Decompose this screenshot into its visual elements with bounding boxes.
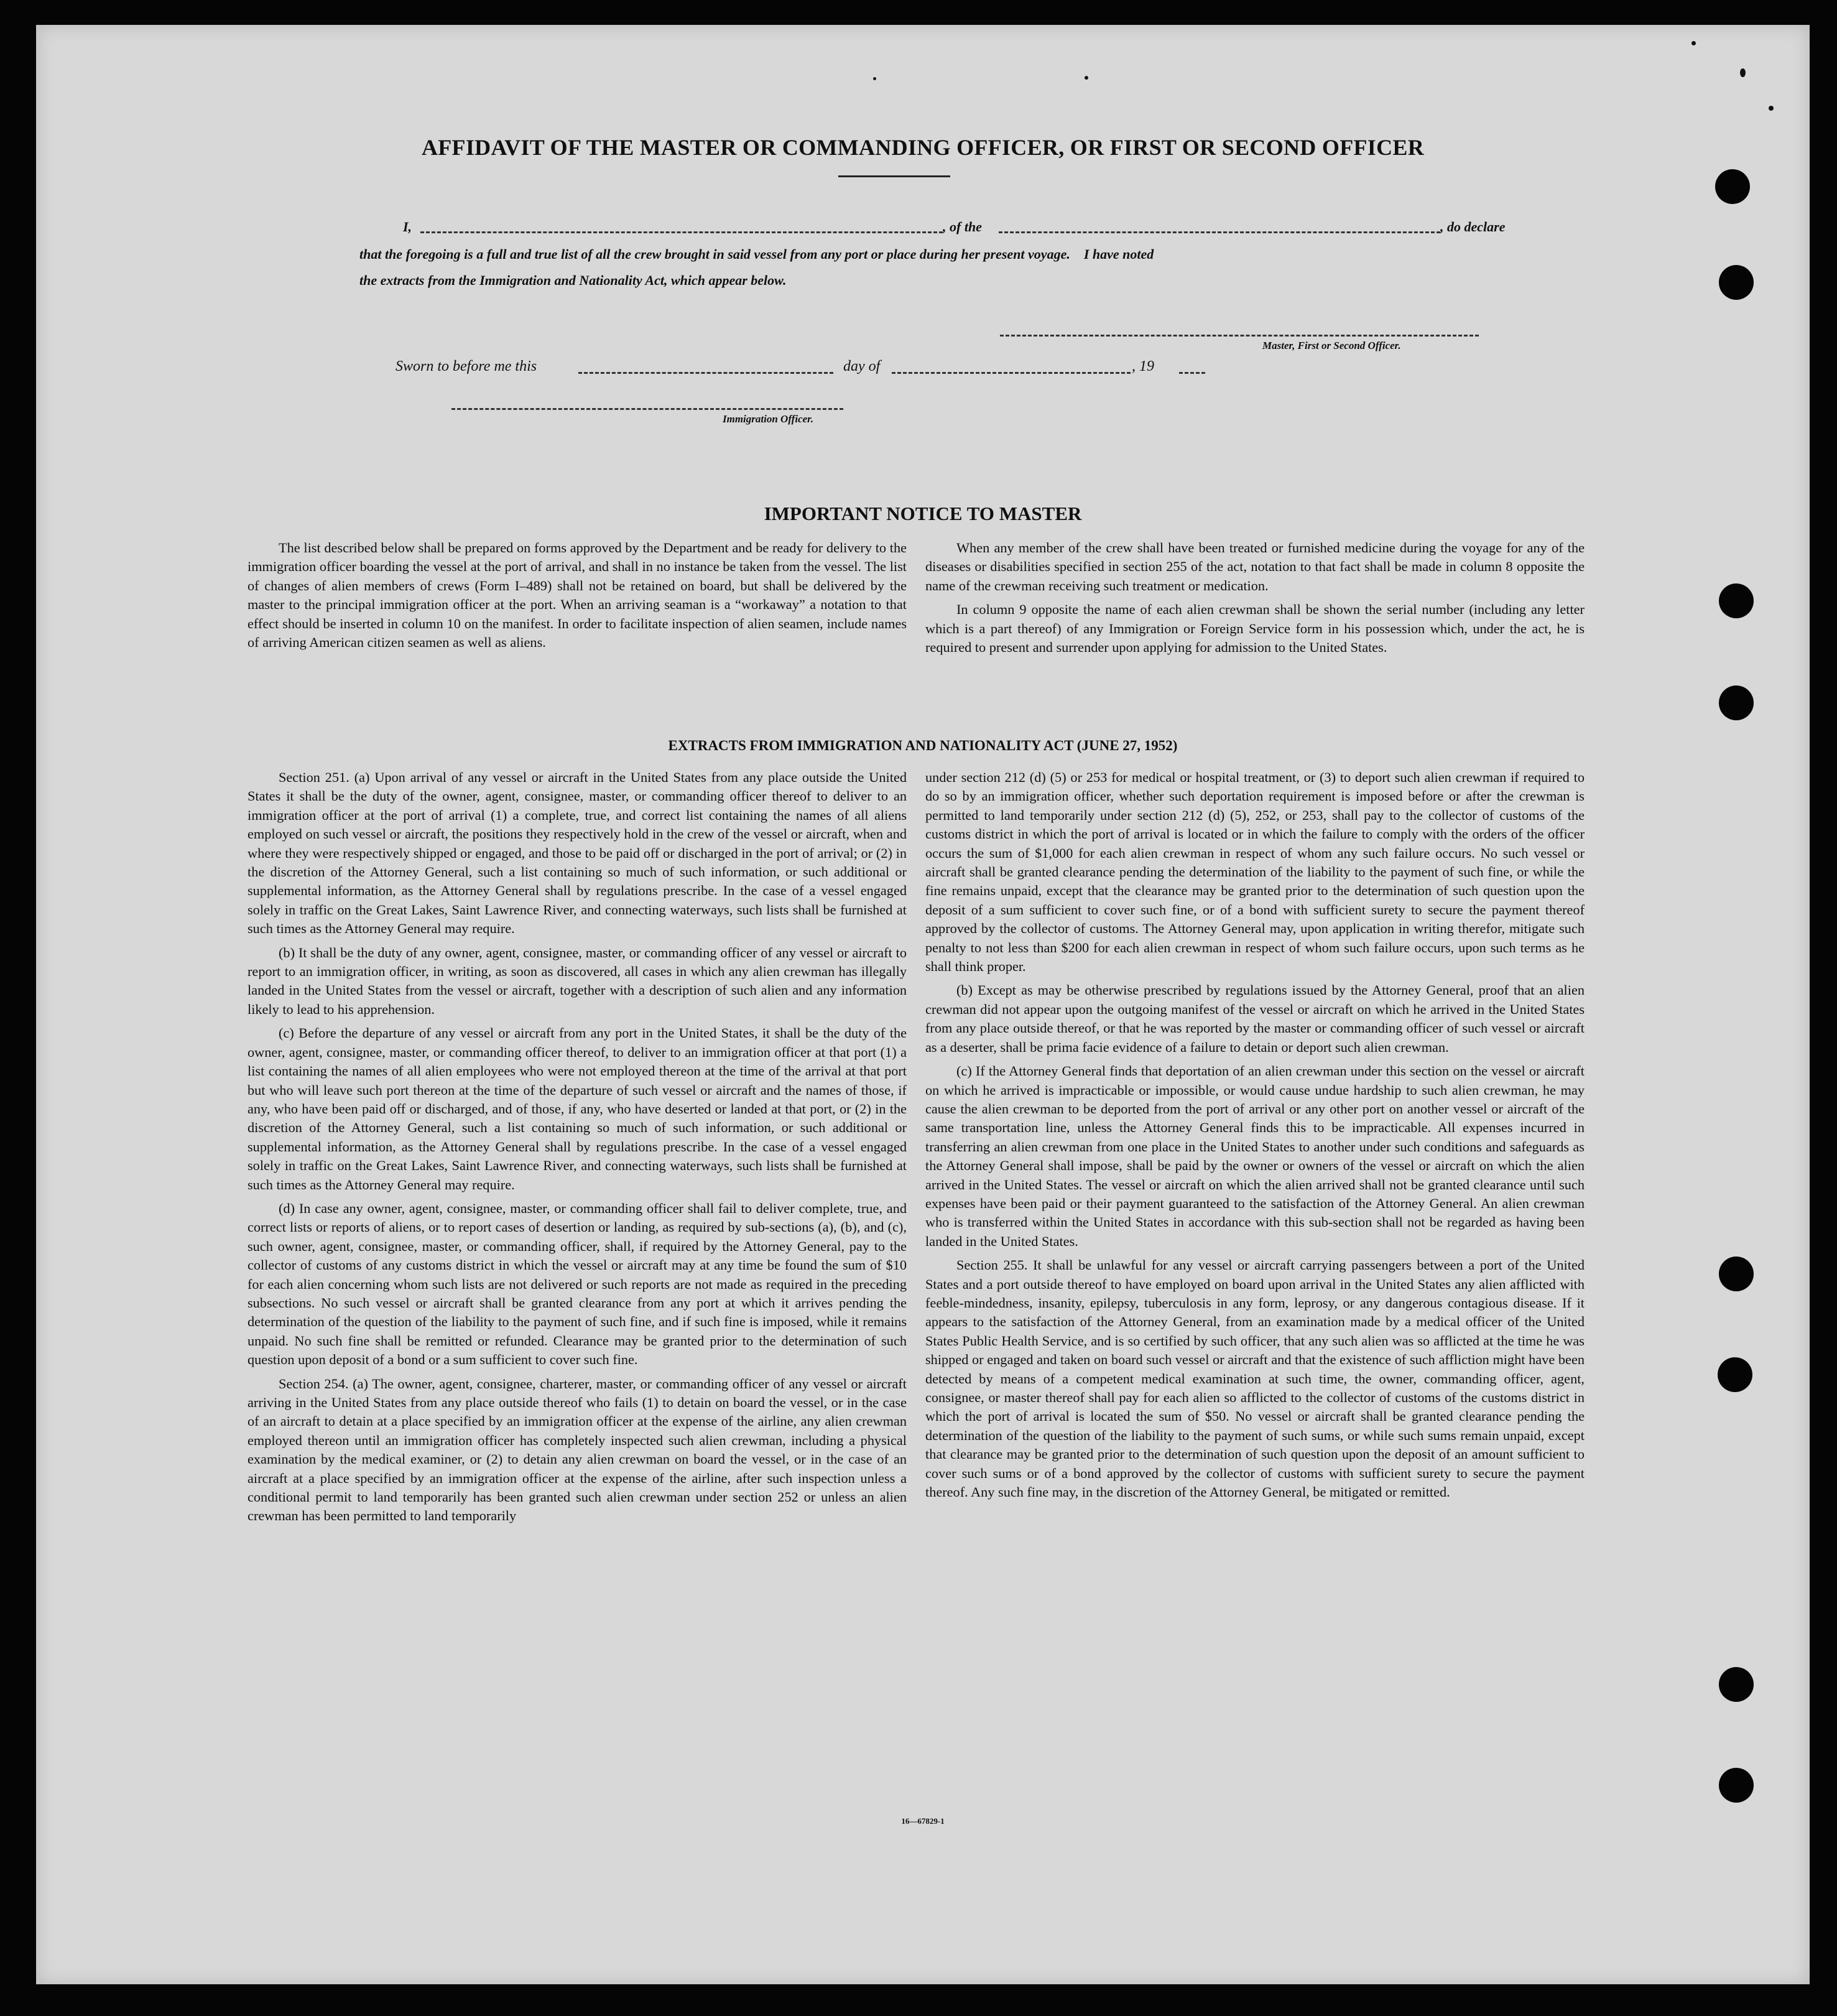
do-declare-label: , do declare [1440, 219, 1506, 235]
sworn-day-line[interactable] [578, 372, 833, 374]
scan-speck [1740, 68, 1746, 77]
punch-hole [1719, 1667, 1754, 1702]
punch-hole [1719, 583, 1754, 618]
punch-hole [1719, 685, 1754, 720]
punch-hole [1719, 1257, 1754, 1291]
notice-title: IMPORTANT NOTICE TO MASTER [764, 503, 1082, 524]
notice-right-column [925, 539, 1585, 662]
of-the-label: , of the [943, 219, 982, 235]
i-label: I, [403, 219, 412, 235]
scan-speck [1085, 76, 1088, 80]
master-signature-line[interactable] [1000, 335, 1479, 337]
section-251d-paragraph: (d) In case any owner, agent, consignee, master, or commanding officer shall fail to deliver complete, true, and correct lists or reports of aliens, or to report cases of desertion or landing, as required by sub-sections (a), (b), and (c), such owner, agent, consignee, master, or commanding officer, shall, if required by the Attorney General, pay to the collector of customs of any customs district in which the vessel or aircraft may at any time be found the sum of $10 for each alien concerning whom such lists are not delivered or such reports are not made as required in the preceding subsections. No such vessel or aircraft shall be granted clearance from any port at which it arrives pending the determination of the question of the liability to the payment of such fine, and if such fine is imposed, while it remains unpaid. No such fine shall be remitted or refunded. Clearance may be granted prior to the determination of such question upon deposit of a bond or a sum sufficient to cover such fine. [248, 1200, 907, 1368]
section-251a-paragraph: Section 251. (a) Upon arrival of any vessel or aircraft in the United States from any place outside the United States it shall be the duty of the owner, agent, consignee, master, or commanding officer thereof to deliver to an immigration officer at the port of arrival (1) a complete, true, and correct list containing the names of all aliens employed on such vessel or aircraft, the positions they respectively hold in the crew of the vessel or aircraft, when and where they were respectively shipped or engaged, and those to be paid off or discharged in the port of arrival; or (2) in the discretion of the Attorney General, such a list containing so much of such information, or such additional or supplemental information, as the Attorney General shall by regulations prescribe. In the case of a vessel engaged solely in traffic on the Great Lakes, Saint Lawrence River, and connecting waterways, such lists shall be furnished at such times as the Attorney General may require. [248, 769, 907, 937]
scan-speck [873, 77, 876, 80]
section-251c-paragraph: (c) Before the departure of any vessel or aircraft from any port in the United States, it shall be the duty of the owner, agent, consignee, master, or commanding officer thereof, to deliver to an immigration officer at that port (1) a list containing the names of all alien employees who were not employed thereon at the time of the arrival at that port but who will leave such port thereon at the time of the departure of such vessel or aircraft and the names of those, if any, who have been paid off or discharged, and of those, if any, who have deserted or landed at that port, or (2) in the discretion of the Attorney General, such a list containing so much of such information, or such additional or supplemental information, as the Attorney General shall by regulations prescribe. In the case of a vessel engaged solely in traffic on the Great Lakes, Saint Lawrence River, and connecting waterways, such lists shall be furnished at such times as the Attorney General may require. [248, 1025, 907, 1192]
affidavit-title: AFFIDAVIT OF THE MASTER OR COMMANDING OFFICER, OR FIRST OR SECOND OFFICER [421, 135, 1425, 160]
notice-right-text-2: In column 9 opposite the name of each alien crewman shall be shown the serial number (including any letter which is a part thereof) of any Immigration or Foreign Service form in his possession which, under the act, he is required to present and surrender upon applying for admission to the United States. [925, 602, 1585, 656]
sworn-label: Sworn to before me this [396, 358, 537, 374]
section-254b-paragraph: (b) Except as may be otherwise prescribed by regulations issued by the Attorney General, proof that an alien crewman did not appear upon the outgoing manifest of the vessel or aircraft on which he arrived in the United States from any place outside thereof, or that he was reported by the master or commanding officer of such vessel or aircraft as a deserter, shall be prima facie evidence of a failure to detain or deport such alien crewman. [925, 982, 1585, 1055]
extracts-left-column [248, 768, 907, 1531]
declaration-line-1: that the foregoing is a full and true list of all the crew brought in said vessel from any port or place during her present voyage. I have noted [359, 246, 1154, 262]
section-251b-paragraph: (b) It shall be the duty of any owner, agent, consignee, master, or commanding officer of any vessel or aircraft to report to an immigration officer, in writing, as soon as discovered, all cases in which any alien crewman has illegally landed in the United States from the vessel or aircraft, together with a description of such alien and any information likely to lead to his apprehension. [248, 944, 907, 1017]
name-field-line[interactable] [420, 231, 943, 233]
extracts-right-column [925, 768, 1585, 1507]
officer-signature-label: Immigration Officer. [723, 413, 814, 425]
master-signature-label: Master, First or Second Officer. [1262, 340, 1401, 351]
day-of-label: day of [843, 358, 881, 374]
title-underline [838, 175, 950, 177]
notice-right-text-1: When any member of the crew shall have been treated or furnished medicine during the voyage for any of the diseases or disabilities specified in section 255 of the act, notation to that fact shall be made in column 8 opposite the name of the crewman receiving such treatment or medication. [925, 540, 1585, 593]
scan-speck [1769, 106, 1774, 111]
form-code: 16—67829-1 [901, 1816, 945, 1826]
sworn-month-line[interactable] [892, 372, 1131, 374]
section-254a-continued-paragraph: under section 212 (d) (5) or 253 for medical or hospital treatment, or (3) to deport such alien crewman if required to do so by an immigration officer, whether such deportation requirement is imposed before or after the crewman is permitted to land temporarily under section 212 (d) (5), 252, or 253, shall pay to the collector of customs of the customs district in which the port of arrival is located or in which the failure to comply with the orders of the officer occurs the sum of $1,000 for each alien crewman in respect of whom any such failure occurs. No such vessel or aircraft shall be granted clearance pending the determination of the liability to the payment of such fine, or while the fine remains unpaid, except that the clearance may be granted prior to the determination of such question upon the deposit of a sum sufficient to cover such fine, or of a bond with sufficient surety to secure the payment thereof approved by the collector of customs. The Attorney General may, upon application in writing therefor, mitigate such penalty to not less than $200 for each alien crewman in respect of whom such failure occurs, upon such terms as he shall think proper. [925, 769, 1585, 975]
year-label: , 19 [1132, 358, 1154, 374]
punch-hole [1719, 1768, 1754, 1803]
section-254c-paragraph: (c) If the Attorney General finds that deportation of an alien crewman under this section on the vessel or aircraft on which he arrived is impracticable or impossible, or would cause undue hardship to such alien crewman, he may cause the alien crewman to be deported from the port of arrival or any other port on another vessel or aircraft of the same transportation line, unless the Attorney General finds this to be impracticable. All expenses incurred in transferring an alien crewman from one place in the United States to another under such conditions and safeguards as the Attorney General shall impose, shall be paid by the owner or owners of the vessel or aircraft on which the alien arrived in the United States. The vessel or aircraft on which the alien arrived shall not be granted clearance until such expenses have been paid or their payment guaranteed to the satisfaction of the Attorney General. An alien crewman who is transferred within the United States in accordance with this sub-section shall not be regarded as having been landed in the United States. [925, 1063, 1585, 1249]
notice-left-text: The list described below shall be prepared on forms approved by the Department and be ready for delivery to the immigration officer boarding the vessel at the port of arrival, and shall in no instance be taken from the vessel. The list of changes of alien members of crews (Form I–489) shall not be retained on board, but shall be delivered by the master to the principal immigration officer at the port. When an arriving seaman is a “workaway” a notation to that effect should be inserted in column 10 on the manifest. In order to facilitate inspection of alien seamen, include names of arriving American citizen seamen as well as aliens. [248, 540, 907, 651]
punch-hole [1718, 1357, 1752, 1392]
punch-hole [1715, 169, 1750, 204]
scan-speck [1691, 41, 1696, 45]
declaration-line-2: the extracts from the Immigration and Nationality Act, which appear below. [359, 272, 787, 288]
punch-hole [1719, 265, 1754, 300]
notice-left-column [248, 539, 907, 657]
extracts-title: EXTRACTS FROM IMMIGRATION AND NATIONALITY ACT (JUNE 27, 1952) [668, 738, 1178, 753]
section-255-paragraph: Section 255. It shall be unlawful for any vessel or aircraft carrying passengers between a port of the United States and a port outside thereof to have employed on board upon arrival in the United States any alien afflicted with feeble-mindedness, insanity, epilepsy, tuberculosis in any form, leprosy, or any dangerous contagious disease. If it appears to the satisfaction of the Attorney General, from an examination made by a medical officer of the United States Public Health Service, and is so certified by such officer, that any such alien was so afflicted at the time he was shipped or engaged and taken on board such vessel or aircraft and that the existence of such affliction might have been detected by means of a competent medical examination at such time, the owner, commanding officer, agent, consignee, or master thereof shall pay for each alien so afflicted to the collector of customs of the customs district in which the port of arrival is located the sum of $50. No vessel or aircraft shall be granted clearance pending the determination of the question of the liability to the payment of such sums, or while such sums remain unpaid, except that clearance may be granted prior to the determination of such question upon the deposit of an amount sufficient to cover such sums or of a bond approved by the collector of customs with sufficient surety to secure the payment thereof. Any such fine may, in the discretion of the Attorney General, be mitigated or remitted. [925, 1257, 1585, 1500]
document-page [36, 25, 1810, 1984]
section-254a-paragraph: Section 254. (a) The owner, agent, consignee, charterer, master, or commanding officer of any vessel or aircraft arriving in the United States from any place outside thereof who fails (1) to detain on board the vessel, or in the case of an aircraft to detain at a place specified by an immigration officer at the expense of the airline, any alien crewman employed thereon until an immigration officer has completely inspected such alien crewman, including a physical examination by the medical examiner, or (2) to detain any alien crewman on board the vessel, or in the case of an aircraft at a place specified by an immigration officer at the expense of the airline, after such inspection unless a conditional permit to land temporarily has been granted such alien crewman under section 252 or unless an alien crewman has been permitted to land temporarily [248, 1375, 907, 1524]
officer-signature-line[interactable] [451, 408, 843, 410]
vessel-field-line[interactable] [999, 231, 1440, 233]
year-field-line[interactable] [1179, 372, 1205, 374]
